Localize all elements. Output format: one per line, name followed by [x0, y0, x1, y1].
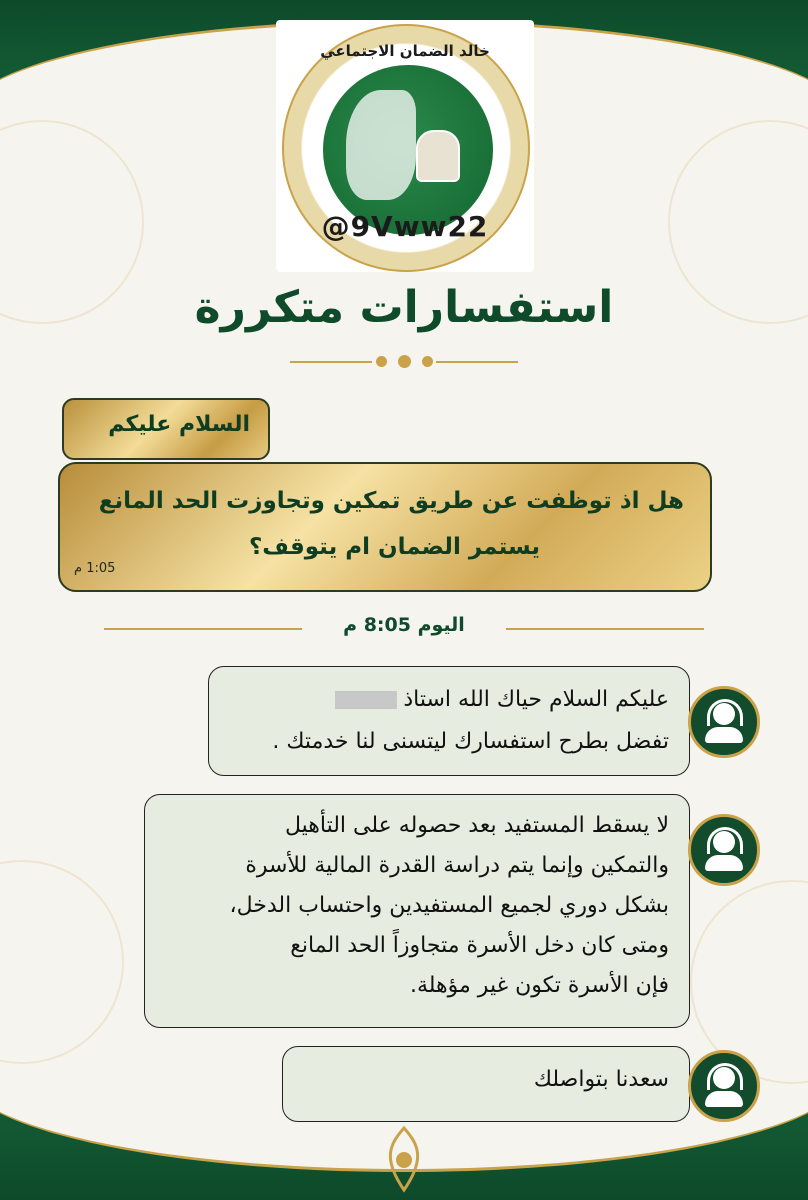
question-line-1: هل اذ توظفت عن طريق تمكين وتجاوزت الحد المانع — [98, 488, 684, 514]
redacted-name — [335, 691, 397, 709]
logo-top-text: خالد الضمان الاجتماعي — [320, 42, 490, 60]
support-agent-icon — [688, 814, 760, 886]
reply-2-line-3: بشكل دوري لجميع المستفيدين واحتساب الدخل، — [229, 893, 669, 918]
reply-1-line-2: تفضل بطرح استفسارك ليتسنى لنا خدمتك . — [272, 729, 669, 754]
greeting-tab — [62, 398, 270, 460]
reply-bubble-2 — [144, 794, 690, 1028]
greeting-label: السلام عليكم — [108, 412, 250, 437]
bottom-ornament-icon — [360, 1124, 448, 1194]
logo-horse-icon — [346, 90, 416, 200]
reply-bubble-3 — [282, 1046, 690, 1122]
question-time: 1:05 م — [74, 561, 116, 576]
question-line-2: يستمر الضمان ام يتوقف؟ — [248, 534, 540, 560]
date-divider-label: اليوم 8:05 م — [343, 614, 465, 636]
support-agent-icon — [688, 1050, 760, 1122]
title-ornament — [290, 352, 518, 372]
logo — [276, 20, 534, 272]
question-bubble — [58, 462, 712, 592]
reply-2-line-4: ومتى كان دخل الأسرة متجاوزاً الحد المانع — [290, 933, 669, 958]
logo-handle: @9Vww22 — [321, 210, 489, 243]
page-title: استفسارات متكررة — [194, 282, 614, 333]
reply-2-line-5: فإن الأسرة تكون غير مؤهلة. — [409, 973, 669, 998]
logo-portrait — [416, 130, 460, 182]
reply-2-line-2: والتمكين وإنما يتم دراسة القدرة المالية للأسرة — [245, 853, 669, 878]
reply-2-line-1: لا يسقط المستفيد بعد حصوله على التأهيل — [284, 813, 669, 838]
reply-3-line-1: سعدنا بتواصلك — [533, 1067, 669, 1092]
reply-1-line-1: عليكم السلام حياك الله استاذ — [329, 687, 669, 712]
reply-bubble-1 — [208, 666, 690, 776]
support-agent-icon — [688, 686, 760, 758]
